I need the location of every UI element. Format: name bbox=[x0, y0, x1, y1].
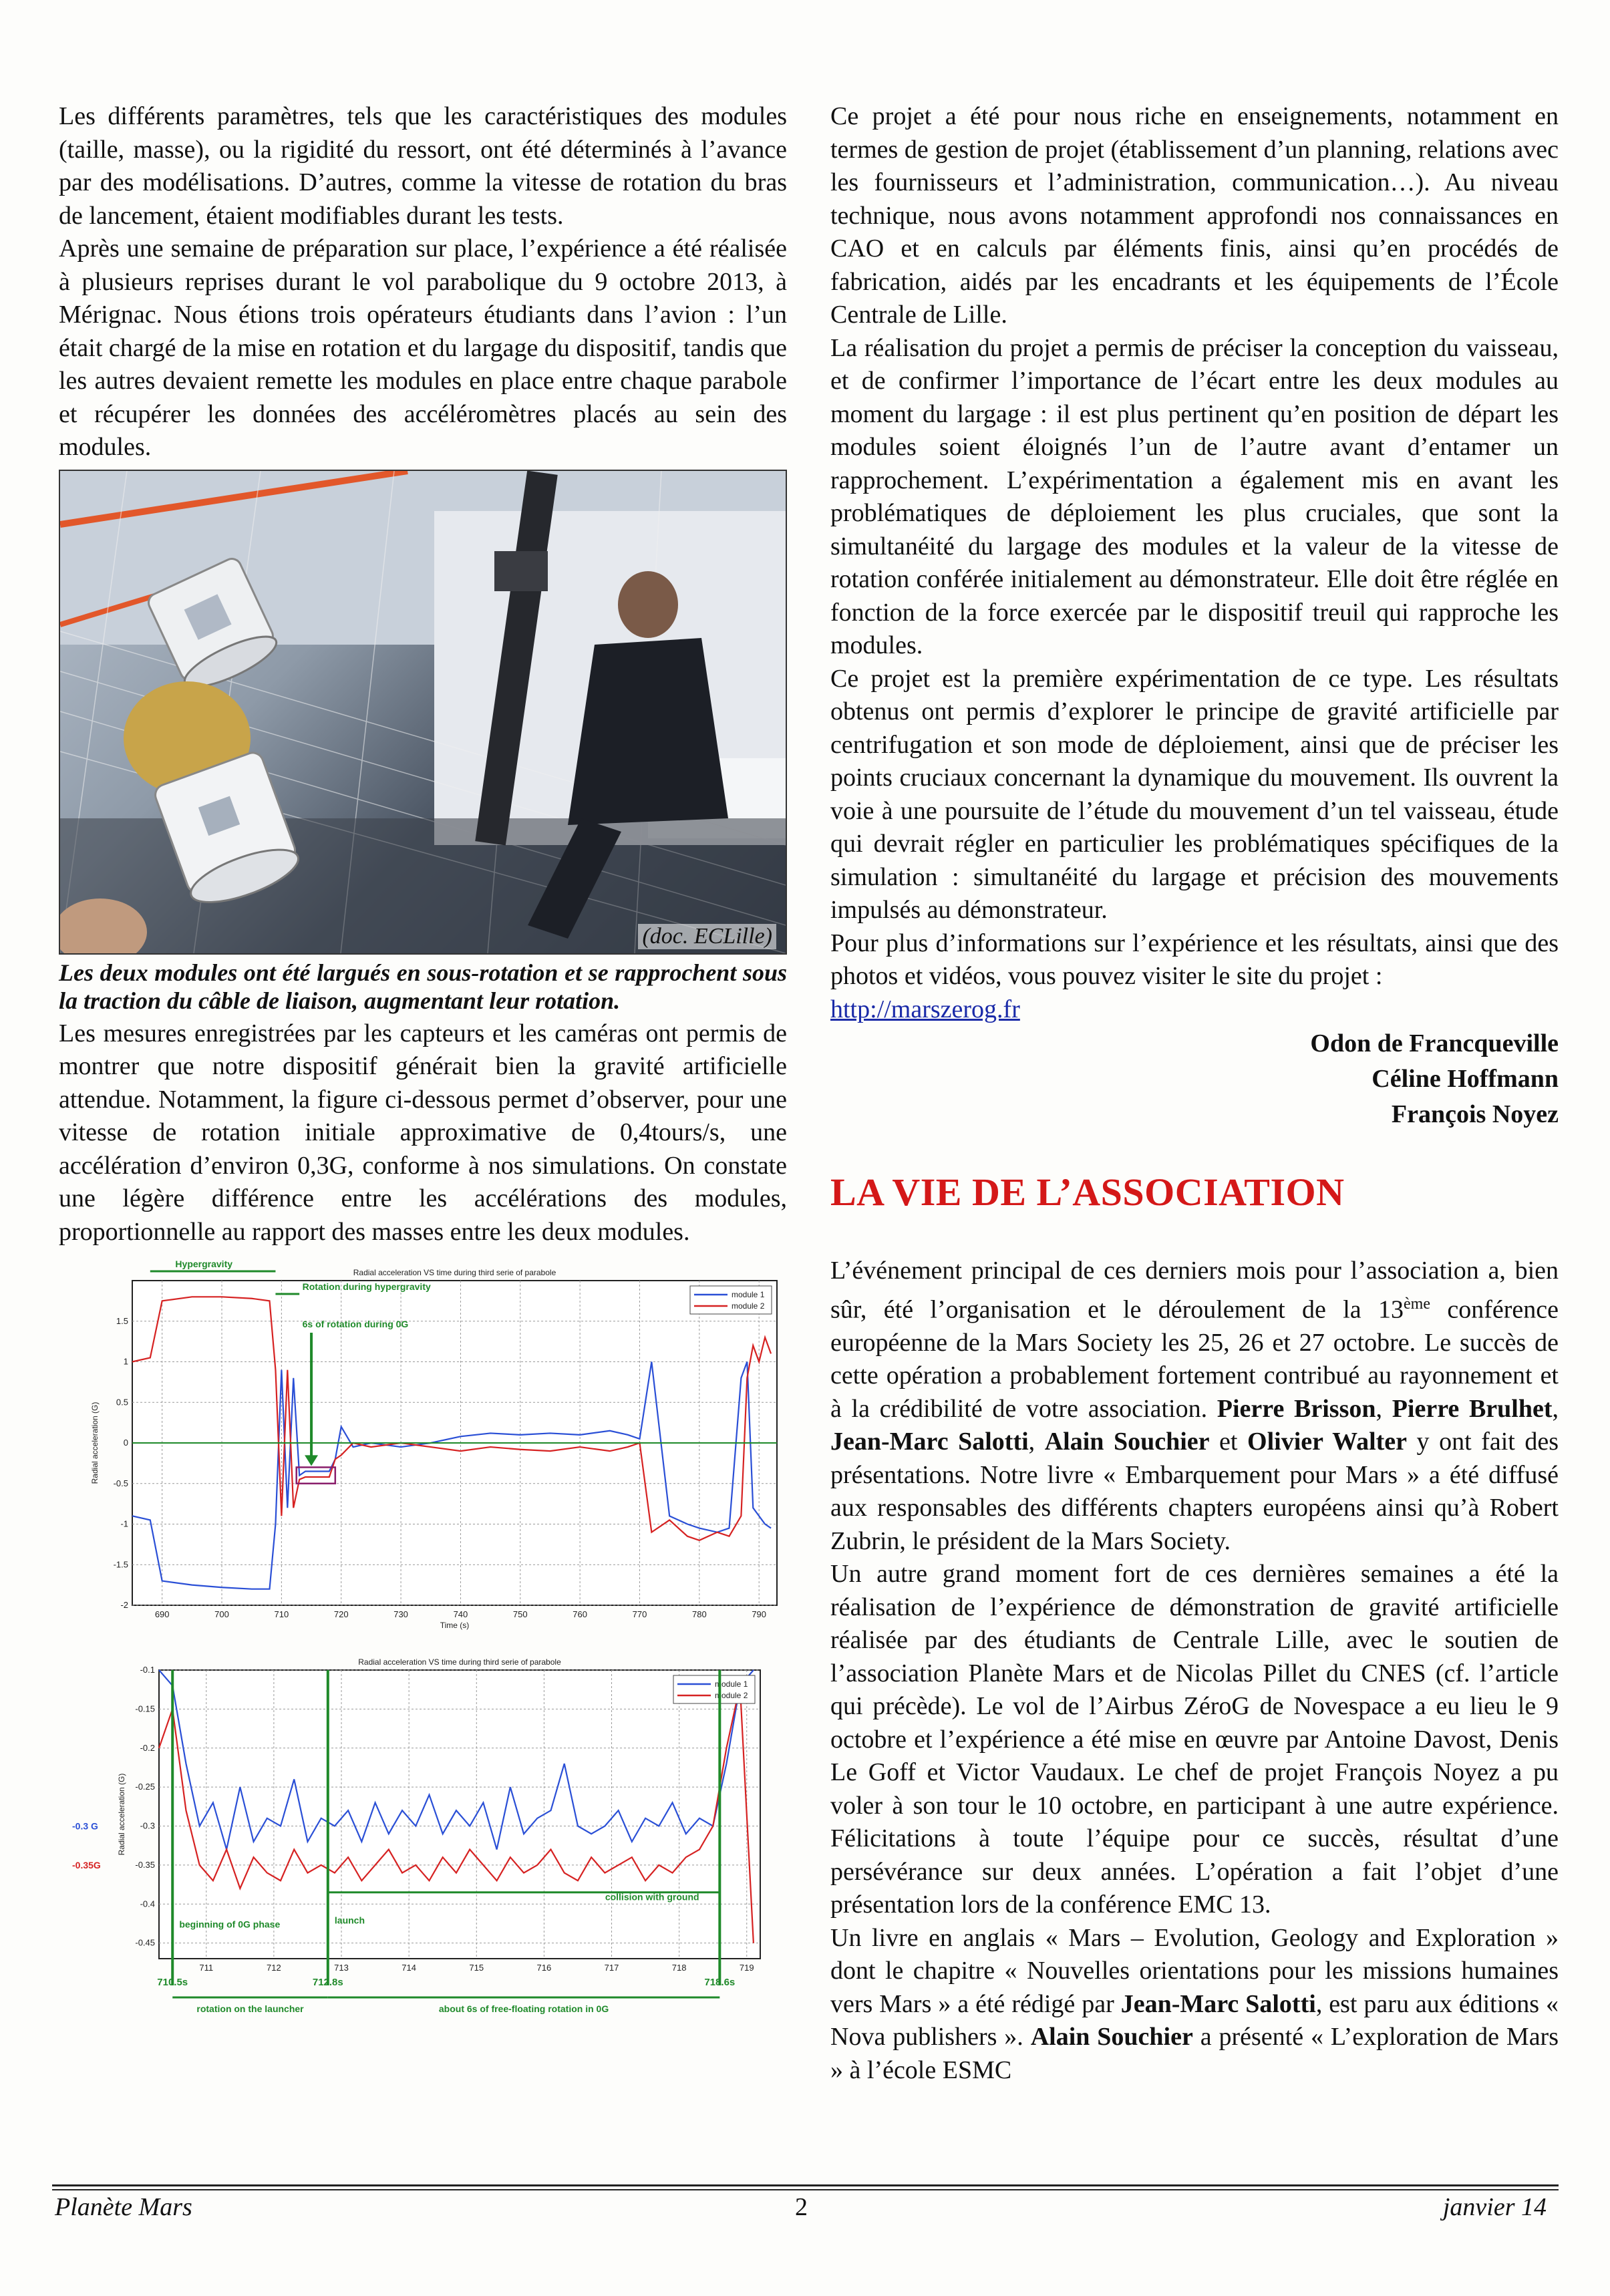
x-tick-label: 760 bbox=[573, 1609, 587, 1619]
x-tick-label: 740 bbox=[453, 1609, 468, 1619]
x-tick-label: 770 bbox=[632, 1609, 647, 1619]
annotation-6s-rotation: 6s of rotation during 0G bbox=[302, 1319, 409, 1329]
time-label: 718.6s bbox=[704, 1977, 736, 1988]
text-run: Un livre en anglais « Mars – Evolution, Geology and Exploration » dont le chapitre « Nouvelles orientations pour les missions humaines vers Mars » a été rédigé par bbox=[830, 1923, 1559, 2018]
author-signature: Odon de Francqueville bbox=[1310, 1029, 1559, 1057]
y-tick-label: 0 bbox=[123, 1438, 128, 1448]
person-name: Pierre Brisson bbox=[1217, 1394, 1376, 1423]
legend-entry: module 1 bbox=[715, 1679, 748, 1689]
time-label: 710.5s bbox=[157, 1977, 188, 1988]
time-label: 712.8s bbox=[312, 1977, 343, 1988]
chart-bottom-svg bbox=[59, 1651, 787, 2052]
chart-top bbox=[59, 1258, 787, 1642]
x-tick-label: 715 bbox=[469, 1963, 484, 1973]
x-tick-label: 790 bbox=[752, 1609, 767, 1619]
superscript: ème bbox=[1404, 1295, 1430, 1313]
y-tick-label: -0.2 bbox=[140, 1742, 155, 1753]
link-paragraph bbox=[830, 993, 1559, 1027]
text-run: , est paru aux éditions « Nova publishers ». bbox=[830, 1989, 1559, 2052]
author-signature: François Noyez bbox=[1391, 1100, 1559, 1128]
y-tick-label: 0.5 bbox=[116, 1397, 128, 1408]
photo-illustration bbox=[60, 471, 786, 953]
y-tick-label: -1.5 bbox=[113, 1559, 128, 1570]
right-column bbox=[830, 100, 1559, 2087]
x-tick-label: 750 bbox=[512, 1609, 528, 1619]
y-tick-label: -0.45 bbox=[135, 1937, 155, 1948]
legend-entry: module 2 bbox=[732, 1301, 765, 1311]
footer-publication: Planète Mars bbox=[55, 2193, 192, 2221]
legend-entry: module 1 bbox=[732, 1290, 765, 1299]
y-tick-label: -0.4 bbox=[140, 1899, 155, 1909]
y-tick-label: -0.25 bbox=[135, 1782, 155, 1792]
x-axis-label: Time (s) bbox=[440, 1621, 470, 1630]
separator: , bbox=[1028, 1428, 1045, 1456]
person-name: Olivier Walter bbox=[1247, 1428, 1408, 1456]
person-name: Pierre Brulhet bbox=[1392, 1394, 1553, 1423]
paragraph: Après une semaine de préparation sur place, l’expérience a été réalisée à plusieurs reprises durant le vol parabolique du 9 octobre 2013, à Mérignac. Nous étions trois opérateurs étudiants dans l’avion : l’un était chargé de la mise en rotation et du largage du dispositif, tandis que les autres devaient remette les modules en place entre chaque parabole et récupérer les données des accéléromètres placés au sein des modules. bbox=[59, 234, 787, 461]
person-name: Alain Souchier bbox=[1030, 2023, 1193, 2052]
y-tick-label: -0.15 bbox=[135, 1703, 155, 1714]
annotation-beginning-0g: beginning of 0G phase bbox=[179, 1919, 281, 1930]
photo-credit: (doc. ECLille) bbox=[638, 924, 776, 949]
x-tick-label: 719 bbox=[739, 1963, 754, 1973]
annotation-collision: collision with ground bbox=[605, 1891, 699, 1903]
annotation-free-floating: about 6s of free-floating rotation in 0G bbox=[438, 2003, 609, 2014]
paragraph: La réalisation du projet a permis de préciser la conception du vaisseau, et de confirmer l’importance de l’écart entre les deux modules au moment du largage : il est plus pertinent qu’en position de départ les modules soient éloignés l’un de l’autre avant d’entamer un rapprochement. L’expérimentation a également mis en avant les problématiques de déploiement les plus cruciales, que sont la simultanéité du largage des modules et la valeur de la vitesse de rotation conférée initialement au démonstrateur. Elle doit être réglée en fonction de la force exercée par le dispositif treuil qui rapproche les modules. bbox=[830, 333, 1559, 659]
x-tick-label: 780 bbox=[691, 1609, 707, 1619]
text-run: y ont fait des présentations. Notre livre « Embarquement pour Mars » a été diffusé aux responsables des différents chapters européens ainsi qu’à Robert Zubrin, le président de la Mars Society. bbox=[830, 1428, 1559, 1555]
x-tick-label: 717 bbox=[604, 1963, 619, 1973]
y-axis-label: Radial acceleration (G) bbox=[90, 1402, 100, 1484]
chart-title: Radial acceleration VS time during third serie of parabole bbox=[358, 1657, 561, 1667]
paragraph: Ce projet a été pour nous riche en enseignements, notamment en termes de gestion de projet (établissement d’un planning, relations avec les fournisseurs et l’administration, communication…). Au niveau technique, nous avons notamment approfondi nos connaissances en CAO et en calculs par éléments finis, ainsi qu’en procédés de fabrication, aidés par les encadrants et les équipements de l’École Centrale de Lille. bbox=[830, 102, 1559, 329]
legend-entry: module 2 bbox=[715, 1691, 748, 1700]
person-name: Jean-Marc Salotti bbox=[830, 1428, 1029, 1456]
paragraph: Les mesures enregistrées par les capteurs et les caméras ont permis de montrer que notre dispositif générait bien la gravité artificielle attendue. Notamment, la figure ci-dessous permet d’observer, pour une vitesse de rotation initiale approximative de 0,4tours/s, une accélération d’environ 0,3G, conforme à nos simulations. On constate une légère différence entre les accélérations des modules, proportionnelle au rapport des masses entre les deux modules. bbox=[59, 1019, 787, 1246]
x-tick-label: 711 bbox=[199, 1963, 214, 1973]
footer-rule bbox=[52, 2189, 1559, 2190]
paragraph: Les différents paramètres, tels que les caractéristiques des modules (taille, masse), ou la rigidité du ressort, ont été déterminés à l’avance par des modélisations. D’autres, comme la vitesse de rotation du bras de lancement, étaient modifiables durant les tests. bbox=[59, 102, 787, 230]
annotation-rotation-hypergravity: Rotation during hypergravity bbox=[302, 1281, 431, 1292]
experiment-photo bbox=[59, 470, 787, 955]
chart-bottom bbox=[59, 1651, 787, 2056]
y-tick-label: -2 bbox=[120, 1600, 128, 1610]
paragraph: Pour plus d’informations sur l’expérience et les résultats, ainsi que des photos et vidéos, vous pouvez visiter le site du projet : bbox=[830, 929, 1559, 990]
left-column bbox=[59, 100, 787, 2056]
person-name: Jean-Marc Salotti bbox=[1120, 1989, 1316, 2018]
section-heading: LA VIE DE L’ASSOCIATION bbox=[830, 1170, 1345, 1214]
project-link[interactable]: http://marszerog.fr bbox=[830, 995, 1020, 1023]
x-tick-label: 700 bbox=[214, 1609, 229, 1619]
paragraph bbox=[830, 1255, 1559, 1558]
chart-title: Radial acceleration VS time during third serie of parabole bbox=[353, 1268, 556, 1277]
author-signature: Céline Hoffmann bbox=[1372, 1065, 1559, 1093]
y-tick-label: 1.5 bbox=[116, 1315, 128, 1326]
separator: , bbox=[1376, 1394, 1392, 1423]
paragraph: Ce projet est la première expérimentation de ce type. Les résultats obtenus ont permis d’explorer le principe de gravité artificielle par centrifugation et son mode de déploiement, ainsi que de préciser les points cruciaux concernant la dynamique du mouvement. Ils ouvrent la voie à une poursuite de l’étude du mouvement d’un tel vaisseau, étude qui devrait régler en particulier les problématiques spécifiques de la simulation : simultanéité du largage et précision des mouvements impulsés au démonstrateur. bbox=[830, 664, 1559, 924]
paragraph bbox=[830, 1922, 1559, 2088]
x-tick-label: 730 bbox=[393, 1609, 408, 1619]
annotation-rotation-launcher: rotation on the launcher bbox=[196, 2003, 304, 2014]
text-run: conférence européenne de la Mars Society les 25, 26 et 27 octobre. Le succès de cette opération a probablement fortement contribué au rayonnement et à la crédibilité de votre association. bbox=[830, 1295, 1559, 1423]
y-tick-label: -0.5 bbox=[113, 1478, 128, 1488]
person-name: Alain Souchier bbox=[1044, 1428, 1210, 1456]
paragraph: Un autre grand moment fort de ces dernières semaines a été la réalisation de l’expérience de démonstration de gravité artificielle réalisée par des étudiants de Centrale Lille, avec le soutien de l’association Planète Mars et de Nicolas Pillet du CNES (cf. l’article qui précède). Le vol de l’Airbus ZéroG de Novespace a eu lieu le 9 octobre et l’expérience a été mise en œuvre par Antoine Davost, Denis Le Goff et Victor Vaudaux. Le chef de projet François Noyez a pu voler à son tour le 10 octobre, en participant à une autre expérience. Félicitations à toute l’équipe pour ce succès, résultat d’une persévérance sur deux années. L’opération a fait l’objet d’une présentation lors de la conférence EMC 13. bbox=[830, 1560, 1559, 1919]
annotation-hypergravity: Hypergravity bbox=[175, 1259, 233, 1269]
x-tick-label: 714 bbox=[401, 1963, 417, 1973]
y-tick-label: -0.3 bbox=[140, 1820, 155, 1831]
x-tick-label: 710 bbox=[274, 1609, 289, 1619]
chart-top-svg bbox=[59, 1258, 787, 1639]
text-run: a présenté « L’exploration de Mars » à l’école ESMC bbox=[830, 2023, 1559, 2084]
x-tick-label: 712 bbox=[267, 1963, 281, 1973]
footer-date: janvier 14 bbox=[1442, 2193, 1547, 2221]
photo-caption: Les deux modules ont été largués en sous-rotation et se rapprochent sous la traction du câble de liaison, augmentant leur rotation. bbox=[59, 959, 787, 1014]
y-axis-label: Radial acceleration (G) bbox=[117, 1773, 126, 1856]
y-tick-label: 1 bbox=[123, 1356, 128, 1367]
y-tick-label: -1 bbox=[120, 1518, 128, 1529]
y-tick-label: -0.1 bbox=[140, 1665, 155, 1675]
footer-rule bbox=[52, 2184, 1559, 2186]
separator: et bbox=[1209, 1428, 1248, 1456]
page-number: 2 bbox=[795, 2193, 808, 2221]
reference-label-module2: -0.35G bbox=[72, 1859, 101, 1870]
x-tick-label: 718 bbox=[671, 1963, 687, 1973]
x-tick-label: 713 bbox=[334, 1963, 349, 1973]
y-tick-label: -0.35 bbox=[135, 1859, 155, 1870]
x-tick-label: 690 bbox=[154, 1609, 170, 1619]
reference-label-module1: -0.3 G bbox=[72, 1820, 98, 1832]
x-tick-label: 720 bbox=[333, 1609, 349, 1619]
x-tick-label: 716 bbox=[536, 1963, 552, 1973]
annotation-launch: launch bbox=[334, 1915, 365, 1926]
text-run: L’événement principal de ces derniers mois pour l’association a, bien sûr, été l’organisation et le déroulement de la 13 bbox=[830, 1257, 1559, 1324]
separator: , bbox=[1552, 1394, 1559, 1423]
